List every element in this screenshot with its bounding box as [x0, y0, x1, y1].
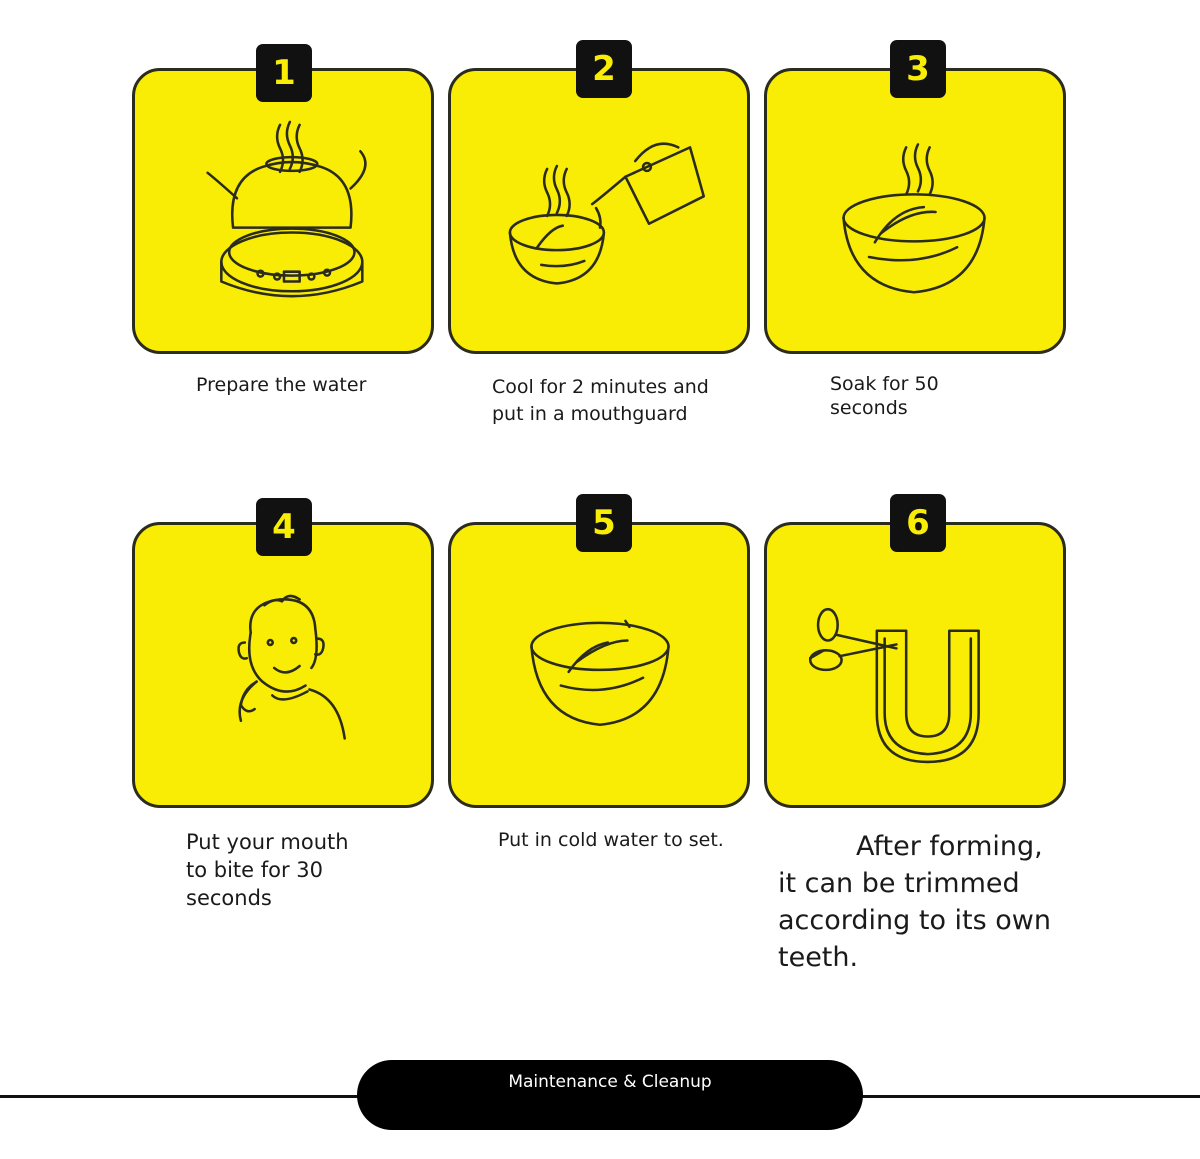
step-card-1 — [132, 68, 434, 354]
cold-water-bowl-icon — [451, 525, 747, 805]
step-badge-5: 5 — [576, 494, 632, 552]
step-caption-1: Prepare the water — [196, 374, 367, 396]
step-badge-4: 4 — [256, 498, 312, 556]
step-card-2 — [448, 68, 750, 354]
step-card-3 — [764, 68, 1066, 354]
step-caption-5: Put in cold water to set. — [498, 829, 724, 851]
footer-section-label-text: Maintenance & Cleanup — [508, 1072, 712, 1092]
scissors-mouthguard-icon — [767, 525, 1063, 805]
step-caption-4-line-2: to bite for 30 — [186, 858, 324, 882]
step-caption-6-line-4: teeth. — [778, 942, 859, 973]
kettle-on-stove-icon — [135, 71, 431, 351]
step-card-4 — [132, 522, 434, 808]
step-caption-3-line-2: seconds — [830, 397, 908, 419]
step-caption-2-line-1: Cool for 2 minutes and — [492, 376, 709, 398]
footer-section-label — [357, 1060, 863, 1130]
step-badge-3: 3 — [890, 40, 946, 98]
step-caption-4-line-1: Put your mouth — [186, 830, 349, 854]
step-caption-6-line-3: according to its own — [778, 905, 1051, 936]
step-caption-6-line-1: After forming, — [856, 831, 1043, 862]
step-caption-4-line-3: seconds — [186, 886, 272, 910]
steaming-bowl-icon — [767, 71, 1063, 351]
step-caption-2-line-2: put in a mouthguard — [492, 403, 688, 425]
step-card-6 — [764, 522, 1066, 808]
step-caption-6 — [778, 828, 1051, 976]
step-caption-3-line-1: Soak for 50 — [830, 373, 939, 395]
pouring-kettle-bowl-icon — [451, 71, 747, 351]
step-badge-6: 6 — [890, 494, 946, 552]
step-caption-3 — [830, 372, 939, 420]
step-badge-2: 2 — [576, 40, 632, 98]
step-caption-6-line-2: it can be trimmed — [778, 868, 1020, 899]
step-caption-4 — [186, 828, 349, 912]
step-card-5 — [448, 522, 750, 808]
step-caption-2 — [492, 374, 709, 428]
boy-biting-icon — [135, 525, 431, 805]
step-badge-1: 1 — [256, 44, 312, 102]
